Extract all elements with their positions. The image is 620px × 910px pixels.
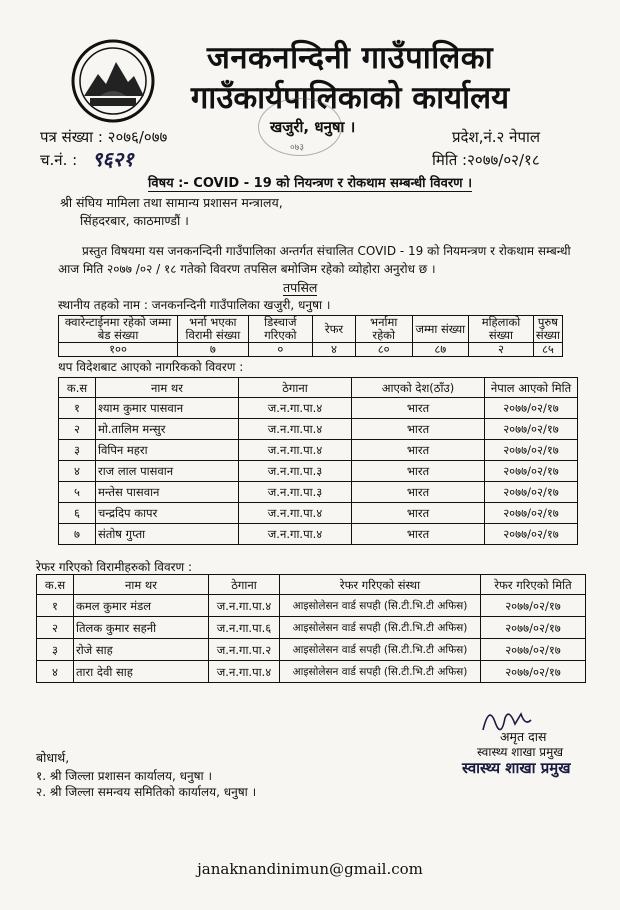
cell-name: तारा देवी साह [74, 661, 209, 683]
cell-name: मो.तालिम मन्सुर [96, 419, 239, 440]
foreign-caption: थप विदेशबाट आएको नागरिकको विवरण : [58, 360, 244, 374]
cell-sn: ४ [59, 461, 96, 482]
summary-value: ७ [178, 343, 248, 357]
referred-patients-table [36, 574, 586, 683]
summary-header: डिस्चार्ज गरिएको [248, 316, 313, 343]
cell-country: भारत [352, 503, 485, 524]
column-header: ठेगाना [239, 378, 352, 398]
cell-date: २०७७/०२/१७ [485, 440, 578, 461]
cell-sn: ३ [59, 440, 96, 461]
summary-value: ० [248, 343, 313, 357]
dispatch-number: ९६२१ [92, 147, 134, 171]
cell-address: ज.न.गा.पा.४ [239, 440, 352, 461]
cell-sn: ४ [37, 661, 74, 683]
cell-name: संतोष गुप्ता [96, 524, 239, 545]
cc-label: बोधार्थ, [36, 750, 70, 765]
table-row [59, 482, 578, 503]
summary-value: ८० [355, 343, 412, 357]
cell-address: ज.न.गा.पा.६ [209, 617, 280, 639]
cell-date: २०७७/०२/१७ [485, 524, 578, 545]
column-header: नाम थर [96, 378, 239, 398]
cell-institution: आइसोलेसन वार्ड सपही (सि.टी.भि.टी अफिस) [280, 661, 481, 683]
office-title-line1: जनकनन्दिनी गाउँपालिका [206, 40, 494, 76]
dispatch-label: च.नं. : [40, 151, 78, 169]
cell-date: २०७७/०२/१७ [485, 482, 578, 503]
foreign-returnees-table [58, 377, 578, 545]
table-row [37, 595, 586, 617]
cell-date: २०७७/०२/१७ [485, 503, 578, 524]
signatory-designation: स्वास्थ्य शाखा प्रमुख [477, 745, 564, 759]
cell-institution: आइसोलेसन वार्ड सपही (सि.टी.भि.टी अफिस) [280, 617, 481, 639]
table-row [37, 617, 586, 639]
cell-date: २०७७/०२/१७ [481, 639, 586, 661]
cell-sn: १ [59, 398, 96, 419]
cell-country: भारत [352, 524, 485, 545]
summary-value: ४ [313, 343, 356, 357]
column-header: क.स [37, 575, 74, 595]
summary-value: ८७ [412, 343, 469, 357]
cell-date: २०७७/०२/१७ [481, 595, 586, 617]
cell-name: रोजे साह [74, 639, 209, 661]
cell-address: ज.न.गा.पा.४ [239, 524, 352, 545]
subject-line [140, 173, 480, 191]
table-row [59, 503, 578, 524]
cell-address: ज.न.गा.पा.४ [209, 661, 280, 683]
cell-country: भारत [352, 440, 485, 461]
cell-country: भारत [352, 398, 485, 419]
cc-line2: २. श्री जिल्ला समन्वय समितिको कार्यालय, धनुषा । [36, 785, 257, 799]
recipient-line2: सिंहदरबार, काठमाण्डौं । [80, 213, 189, 228]
footer-email: janaknandinimun@gmail.com [197, 860, 423, 878]
cell-name: राज लाल पासवान [96, 461, 239, 482]
summary-header: भर्ना भएका विरामी संख्या [178, 316, 248, 343]
signatory-name: अमृत दास [500, 729, 547, 744]
column-header: आएको देश(ठाँउ) [352, 378, 485, 398]
cell-address: ज.न.गा.पा.३ [239, 461, 352, 482]
designation-stamp: स्वास्थ्य शाखा प्रमुख [462, 759, 571, 777]
table-row [37, 639, 586, 661]
cell-name: चन्द्रदिप कापर [96, 503, 239, 524]
table-row [59, 524, 578, 545]
cell-date: २०७७/०२/१७ [485, 398, 578, 419]
letter-number: पत्र संख्या : २०७६/०७७ [40, 128, 168, 146]
province: प्रदेश,नं.२ नेपाल [452, 128, 541, 146]
cell-date: २०७७/०२/१७ [481, 617, 586, 639]
cell-date: २०७७/०२/१७ [481, 661, 586, 683]
recipient-line1: श्री संघिय मामिला तथा सामान्य प्रशासन मन्त्रालय, [60, 195, 283, 210]
cell-address: ज.न.गा.पा.४ [239, 419, 352, 440]
table-header-row [59, 378, 578, 398]
tapasil-text: तपसिल [283, 280, 318, 295]
subject-text: विषय :- COVID - 19 को नियन्त्रण र रोकथाम सम्बन्धी विवरण । [147, 176, 473, 191]
table-row [59, 461, 578, 482]
column-header: रेफर गरिएको मिति [481, 575, 586, 595]
cell-institution: आइसोलेसन वार्ड सपही (सि.टी.भि.टी अफिस) [280, 595, 481, 617]
office-title-line2: गाउँकार्यपालिकाको कार्यालय [190, 80, 510, 116]
local-level-name: स्थानीय तहको नाम : जनकनन्दिनी गाउँपालिका खजुरी, धनुषा । [58, 298, 331, 312]
column-header: रेफर गरिएको संस्था [280, 575, 481, 595]
column-header: ठेगाना [209, 575, 280, 595]
table-row [59, 440, 578, 461]
summary-header: रेफर [313, 316, 356, 343]
cell-address: ज.न.गा.पा.३ [239, 482, 352, 503]
cell-country: भारत [352, 461, 485, 482]
summary-value: १०० [59, 343, 178, 357]
cell-date: २०७७/०२/१७ [485, 419, 578, 440]
cell-name: विपिन महरा [96, 440, 239, 461]
office-address: खजुरी, धनुषा । [270, 118, 356, 136]
referred-caption: रेफर गरिएको विरामीहरुको विवरण : [36, 560, 193, 574]
summary-header-row [59, 316, 563, 343]
letter-date: मिति :२०७७/०२/१८ [432, 151, 540, 169]
cell-sn: ३ [37, 639, 74, 661]
cell-sn: २ [37, 617, 74, 639]
column-header: क.स [59, 378, 96, 398]
summary-header: भर्नामा रहेको [355, 316, 412, 343]
cell-sn: ५ [59, 482, 96, 503]
column-header: नेपाल आएको मिति [485, 378, 578, 398]
cell-name: श्याम कुमार पासवान [96, 398, 239, 419]
summary-header: पुरुष संख्या [533, 316, 562, 343]
cell-name: तिलक कुमार सहनी [74, 617, 209, 639]
summary-value: २ [469, 343, 534, 357]
cell-address: ज.न.गा.पा.४ [239, 503, 352, 524]
cell-sn: ७ [59, 524, 96, 545]
body-line2: आज मिति २०७७ /०२ / १८ गतेको विवरण तपसिल बमोजिम रहेको व्योहोरा अनुरोध छ । [58, 262, 436, 276]
column-header: नाम थर [74, 575, 209, 595]
cell-sn: ६ [59, 503, 96, 524]
cell-address: ज.न.गा.पा.४ [239, 398, 352, 419]
table-row [37, 661, 586, 683]
summary-value-row [59, 343, 563, 357]
cell-country: भारत [352, 419, 485, 440]
cell-name: मन्तेस पासवान [96, 482, 239, 503]
cell-institution: आइसोलेसन वार्ड सपही (सि.टी.भि.टी अफिस) [280, 639, 481, 661]
cc-line1: १. श्री जिल्ला प्रशासन कार्यालय, धनुषा । [36, 769, 213, 783]
summary-header: महिलाको संख्या [469, 316, 534, 343]
summary-value: ८५ [533, 343, 562, 357]
stamp-number: ०७३ [290, 143, 305, 153]
cell-sn: १ [37, 595, 74, 617]
table-row [59, 398, 578, 419]
cell-sn: २ [59, 419, 96, 440]
cell-country: भारत [352, 482, 485, 503]
table-header-row [37, 575, 586, 595]
cell-address: ज.न.गा.पा.२ [209, 639, 280, 661]
cell-date: २०७७/०२/१७ [485, 461, 578, 482]
cell-address: ज.न.गा.पा.४ [209, 595, 280, 617]
table-row [59, 419, 578, 440]
body-line1: प्रस्तुत विषयमा यस जनकनन्दिनी गाउँपालिका अन्तर्गत संचालित COVID - 19 को नियमन्त्रण र रोकथाम सम्बन्धी [82, 244, 571, 258]
summary-header: जम्मा संख्या [412, 316, 469, 343]
summary-table [58, 315, 563, 357]
cell-name: कमल कुमार मंडल [74, 595, 209, 617]
summary-header: क्वारेन्टाईनमा रहेको जम्मा बेड संख्या [59, 316, 178, 343]
